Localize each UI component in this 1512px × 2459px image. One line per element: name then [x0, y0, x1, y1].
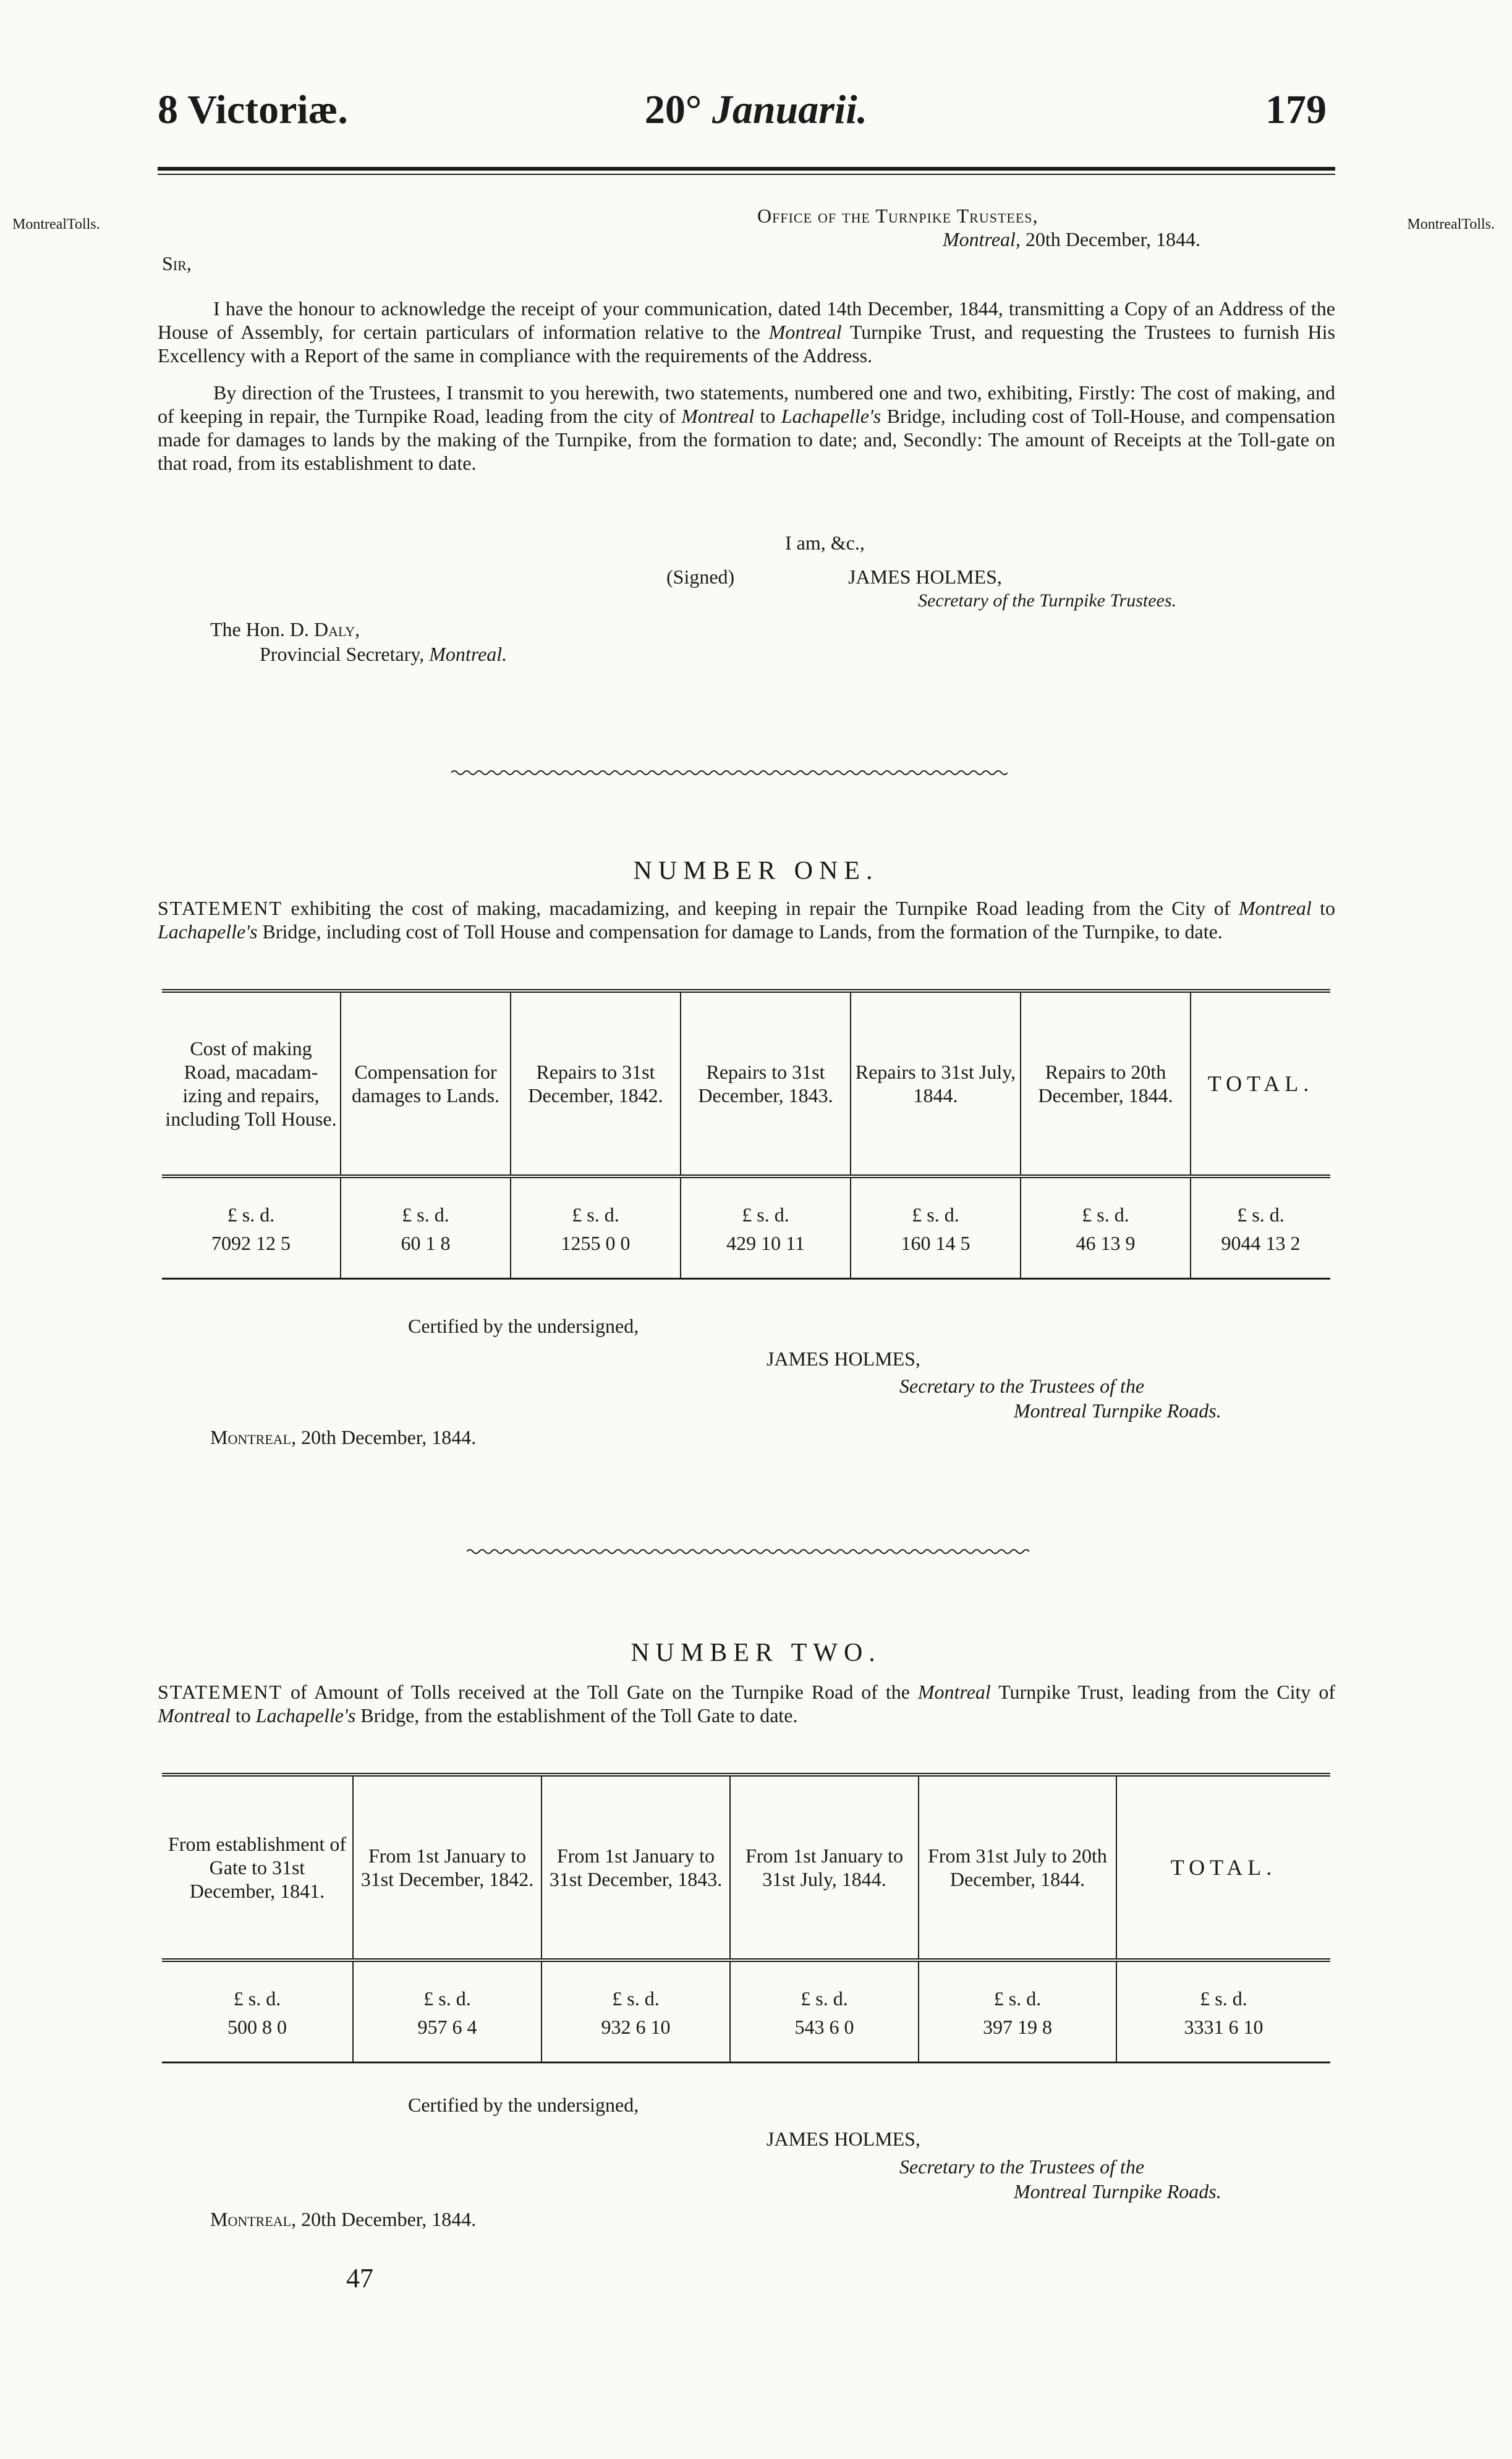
running-head-regnal-year: 8 Victoriæ. — [158, 87, 348, 132]
statement1-col-repairs-dec-1844: Repairs to 20th December, 1844. — [1021, 991, 1191, 1176]
page-number: 179 — [1265, 87, 1327, 132]
statement2-value-row — [162, 2013, 1330, 2062]
statement1-col-repairs-1842: Repairs to 31st December, 1842. — [511, 991, 681, 1176]
statement1-date: 20th December, 1844. — [296, 1426, 477, 1448]
letter-signatory: JAMES HOLMES, — [848, 566, 1002, 588]
statement2-table — [162, 1773, 1330, 2063]
statement1-header-row — [162, 991, 1330, 1176]
statement2-lachapelle: Lachapelle's — [255, 1704, 356, 1726]
margin-note-left: MontrealTolls. — [12, 216, 100, 232]
statement1-value-repairs-july-1844: 160 14 5 — [851, 1229, 1021, 1278]
statement1-to: to — [1311, 897, 1336, 919]
statement1-unit-cell: £ s. d. — [511, 1176, 681, 1229]
statement1-signatory: JAMES HOLMES, — [767, 1348, 920, 1370]
statement2-title-1: Secretary to the Trustees of the — [899, 2155, 1145, 2178]
letter-signatory-title: Secretary of the Turnpike Trustees. — [918, 590, 1177, 611]
statement2-place: Montreal, — [210, 2208, 297, 2230]
statement1-unit-cell: £ s. d. — [1237, 1204, 1285, 1226]
para2-montreal: Montreal — [681, 405, 755, 427]
statement2-value-establishment-1841: 500 8 0 — [162, 2013, 353, 2062]
statement2-heading: NUMBER TWO. — [631, 1639, 881, 1667]
statement2-certified: Certified by the undersigned, — [408, 2094, 639, 2116]
statement2-col-dec-1844: From 31st July to 20th December, 1844. — [919, 1775, 1116, 1960]
statement2-unit-row — [162, 1960, 1330, 2013]
statement2-unit-cell: £ s. d. — [162, 1960, 353, 2013]
statement1-title-1: Secretary to the Trustees of the — [899, 1375, 1145, 1397]
head-rule-thin — [158, 174, 1335, 175]
para2-text-a: By direction of the Trustees, I transmit to you herewith, two statements, numbered one and two, exhibiting, Firstly: The cost of making, and of keeping in repair, the Turnpike Road, leading from the city of — [158, 381, 1335, 427]
letter-paragraph-1 — [158, 297, 1335, 367]
letter-dateline — [757, 204, 1200, 251]
para1-text-b: Turnpike Trust, and requesting the Trustees to furnish His Excellency with a Report of the same in compliance with the requirements of the Address. — [158, 321, 1336, 367]
letter-signed: (Signed) — [666, 566, 735, 588]
para1-montreal: Montreal — [768, 321, 842, 343]
statement2-signatory: JAMES HOLMES, — [767, 2128, 920, 2150]
letter-place-date — [757, 227, 1200, 251]
statement1-value-row — [162, 1229, 1330, 1278]
statement2-col-1843: From 1st January to 31st December, 1843. — [542, 1775, 730, 1960]
statement2-date: 20th December, 1844. — [296, 2208, 477, 2230]
statement1-lead: STATEMENT — [158, 897, 283, 919]
statement1-text-a: exhibiting the cost of making, macadamizing, and keeping in repair the Turnpike Road leading from the City of — [282, 897, 1239, 919]
statement1-certified: Certified by the undersigned, — [408, 1315, 639, 1337]
letter-addressee — [210, 618, 360, 641]
para2-text-b: Bridge, including cost of Toll-House, and compensation made for damages to lands by the making of the Turnpike, from the formation to date; and, Secondly: The amount of Receipts at the Toll-gate on that road, from its establishment to date. — [158, 405, 1336, 474]
statement2-unit-cell: £ s. d. — [1200, 1987, 1247, 2010]
statement1-place: Montreal, — [210, 1426, 297, 1448]
statement2-value-1842: 957 6 4 — [353, 2013, 542, 2062]
ornamental-divider-2 — [467, 1547, 1029, 1556]
letter-date: 20th December, 1844. — [1020, 228, 1200, 250]
running-head-date-prefix: 20° — [644, 87, 712, 132]
statement2-value-july-1844: 543 6 0 — [730, 2013, 919, 2062]
para2-to: to — [754, 405, 781, 427]
statement1-col-repairs-july-1844: Repairs to 31st July, 1844. — [851, 991, 1021, 1176]
statement2-montreal-1: Montreal — [917, 1681, 991, 1703]
statement1-unit-row — [162, 1176, 1330, 1229]
statement1-col-total: TOTAL. — [1207, 1071, 1314, 1096]
para2-lachapelle: Lachapelle's — [781, 405, 881, 427]
statement1-unit-cell: £ s. d. — [1021, 1176, 1191, 1229]
statement2-description — [158, 1680, 1335, 1727]
letter-salutation: Sir, — [162, 252, 192, 274]
letter-office: Office of the Turnpike Trustees, — [757, 205, 1038, 227]
statement2-col-1842: From 1st January to 31st December, 1842. — [353, 1775, 542, 1960]
statement1-description — [158, 896, 1335, 943]
statement1-lachapelle: Lachapelle's — [158, 920, 258, 943]
statement2-text-b: Turnpike Trust, leading from the City of — [990, 1681, 1336, 1703]
statement1-text-b: Bridge, including cost of Toll House and compensation for damage to Lands, from the formation of the Turnpike, to date. — [257, 920, 1223, 943]
statement2-unit-cell: £ s. d. — [353, 1960, 542, 2013]
statement1-col-cost: Cost of making Road, macadam-izing and repairs, including Toll House. — [162, 991, 341, 1176]
addressee-title: Provincial Secretary, — [260, 643, 430, 665]
para1-text-a: I have the honour to acknowledge the receipt of your communication, dated 14th December, 1844, transmitting a Copy of an Address of the House of Assembly, for certain particulars of information relative to the — [158, 297, 1335, 343]
signature-folio: 47 — [346, 2263, 373, 2293]
addressee-prefix: The Hon. D. — [210, 618, 314, 640]
statement1-unit-cell: £ s. d. — [162, 1176, 341, 1229]
statement2-header-row — [162, 1775, 1330, 1960]
statement2-col-july-1844: From 1st January to 31st July, 1844. — [730, 1775, 919, 1960]
statement2-value-1843: 932 6 10 — [542, 2013, 730, 2062]
letter-closing: I am, &c., — [785, 532, 865, 554]
statement1-value-repairs-1842: 1255 0 0 — [511, 1229, 681, 1278]
margin-note-right: MontrealTolls. — [1407, 216, 1495, 232]
statement2-col-establishment-1841: From establishment of Gate to 31st December, 1841. — [162, 1775, 353, 1960]
statement2-unit-cell: £ s. d. — [730, 1960, 919, 2013]
statement2-text-c: Bridge, from the establishment of the Toll Gate to date. — [355, 1704, 798, 1726]
letter-place: Montreal, — [943, 228, 1021, 250]
statement2-text-a: of Amount of Tolls received at the Toll Gate on the Turnpike Road of the — [282, 1681, 918, 1703]
statement2-col-total: TOTAL. — [1170, 1855, 1277, 1880]
letter-body — [158, 297, 1335, 475]
statement1-unit-cell: £ s. d. — [681, 1176, 851, 1229]
statement1-col-repairs-1843: Repairs to 31st December, 1843. — [681, 991, 851, 1176]
statement2-lead: STATEMENT — [158, 1681, 283, 1703]
statement1-dateline — [210, 1425, 476, 1450]
statement2-unit-cell: £ s. d. — [542, 1960, 730, 2013]
statement2-value-total: 3331 6 10 — [1184, 2016, 1264, 2038]
statement2-title-2: Montreal Turnpike Roads. — [1014, 2180, 1221, 2202]
statement1-table — [162, 989, 1330, 1280]
statement1-montreal: Montreal — [1238, 897, 1312, 919]
ornamental-divider-1 — [451, 768, 1008, 777]
statement1-col-compensation: Compensation for damages to Lands. — [341, 991, 511, 1176]
statement1-value-cost: 7092 12 5 — [162, 1229, 341, 1278]
statement1-value-total: 9044 13 2 — [1221, 1232, 1301, 1254]
statement1-title-2: Montreal Turnpike Roads. — [1014, 1399, 1221, 1422]
statement2-unit-cell: £ s. d. — [919, 1960, 1116, 2013]
statement1-unit-cell: £ s. d. — [341, 1176, 511, 1229]
letter-addressee-title — [260, 643, 507, 666]
statement1-unit-cell: £ s. d. — [851, 1176, 1021, 1229]
letter-paragraph-2 — [158, 381, 1335, 475]
statement1-heading: NUMBER ONE. — [633, 857, 879, 885]
statement2-value-dec-1844: 397 19 8 — [919, 2013, 1116, 2062]
head-rule-thick — [158, 167, 1335, 171]
statement1-value-repairs-dec-1844: 46 13 9 — [1021, 1229, 1191, 1278]
statement1-value-repairs-1843: 429 10 11 — [681, 1229, 851, 1278]
running-head-month: Januarii. — [711, 87, 868, 132]
addressee-name: Daly, — [313, 618, 360, 640]
statement2-montreal-2: Montreal — [158, 1704, 231, 1726]
addressee-place: Montreal. — [429, 643, 508, 665]
statement1-value-compensation: 60 1 8 — [341, 1229, 511, 1278]
statement2-dateline — [210, 2207, 476, 2232]
statement2-to: to — [230, 1704, 256, 1726]
